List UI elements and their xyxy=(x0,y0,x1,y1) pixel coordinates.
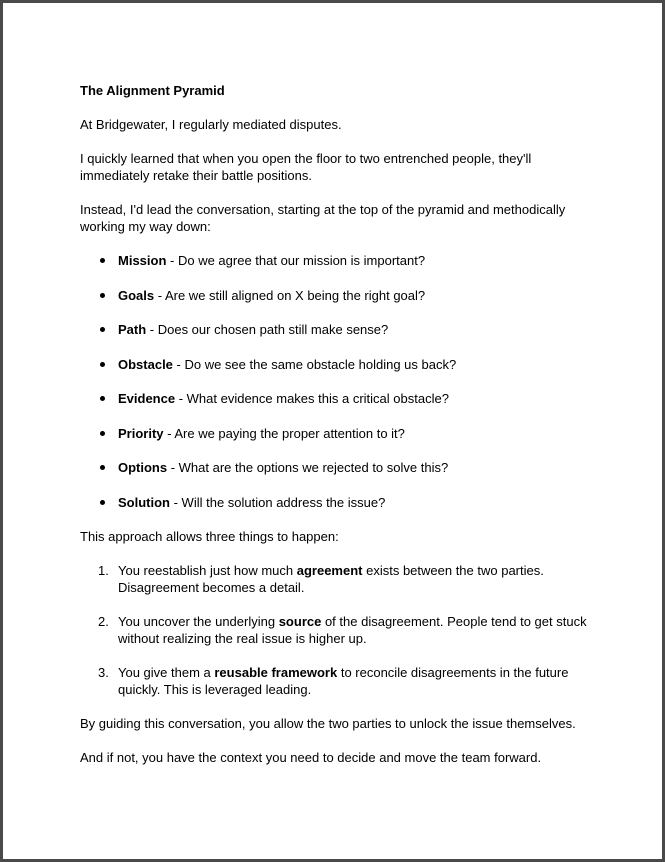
pyramid-item-obstacle xyxy=(80,356,600,373)
pyramid-description: - What evidence makes this a critical obstacle? xyxy=(175,391,449,406)
pyramid-item-options xyxy=(80,459,600,476)
pyramid-item-mission xyxy=(80,252,600,269)
bullet-icon xyxy=(100,396,105,401)
paragraph-lead-conversation: Instead, I'd lead the conversation, starting at the top of the pyramid and methodically working my way down: xyxy=(80,202,566,234)
pyramid-description: - Will the solution address the issue? xyxy=(170,494,386,510)
pyramid-description: - Do we agree that our mission is important? xyxy=(166,253,426,268)
bullet-icon xyxy=(100,327,105,332)
pyramid-term: Goals xyxy=(118,287,155,303)
intro-paragraph: At Bridgewater, I regularly mediated disputes. xyxy=(80,117,342,132)
outcome-item-agreement xyxy=(80,562,600,596)
bullet-icon xyxy=(100,431,105,436)
outcome-text: exists between the two parties. Disagreement becomes a detail. xyxy=(118,563,544,595)
outcome-text: You uncover the underlying xyxy=(118,614,279,629)
bullet-icon xyxy=(100,500,105,505)
outcome-keyword: agreement xyxy=(296,563,363,578)
pyramid-term: Solution xyxy=(118,494,170,510)
pyramid-description: - Are we still aligned on X being the right goal? xyxy=(154,287,426,303)
pyramid-term: Mission xyxy=(118,253,167,268)
pyramid-term: Obstacle xyxy=(118,356,173,372)
pyramid-term: Path xyxy=(118,322,147,337)
approach-intro: This approach allows three things to happen: xyxy=(80,529,339,544)
pyramid-description: - Are we paying the proper attention to it? xyxy=(163,425,405,441)
outcome-text: You give them a xyxy=(118,665,215,680)
pyramid-description: - Does our chosen path still make sense? xyxy=(146,322,389,337)
pyramid-description: - What are the options we rejected to solve this? xyxy=(167,460,449,475)
closing-paragraph-2: And if not, you have the context you need to decide and move the team forward. xyxy=(80,750,542,765)
outcome-text: of the disagreement. People tend to get stuck without realizing the real issue is higher up. xyxy=(118,614,587,646)
outcomes-list xyxy=(80,562,600,698)
bullet-icon xyxy=(100,293,105,298)
pyramid-list xyxy=(80,252,600,511)
list-number: 1. xyxy=(98,563,109,578)
outcome-keyword: reusable framework xyxy=(214,665,338,680)
paragraph-entrenched: I quickly learned that when you open the floor to two entrenched people, they'll immediately retake their battle positions. xyxy=(80,151,532,183)
bullet-icon xyxy=(100,258,105,263)
outcome-text: to reconcile disagreements in the future quickly. This is leveraged leading. xyxy=(118,665,569,697)
pyramid-item-evidence xyxy=(80,390,600,407)
closing-paragraph-1: By guiding this conversation, you allow the two parties to unlock the issue themselves. xyxy=(80,716,576,731)
outcome-item-framework xyxy=(80,664,600,698)
outcome-text: You reestablish just how much xyxy=(118,563,297,578)
list-number: 3. xyxy=(98,665,109,680)
pyramid-term: Options xyxy=(118,460,168,475)
pyramid-item-solution xyxy=(80,494,600,511)
list-number: 2. xyxy=(98,614,109,629)
outcome-item-source xyxy=(80,613,600,647)
document-title: The Alignment Pyramid xyxy=(80,83,225,98)
pyramid-item-goals xyxy=(80,287,600,304)
pyramid-item-priority xyxy=(80,425,600,442)
pyramid-item-path xyxy=(80,321,600,338)
pyramid-term: Priority xyxy=(118,425,164,441)
outcome-keyword: source xyxy=(278,614,322,629)
pyramid-description: - Do we see the same obstacle holding us back? xyxy=(172,356,457,372)
bullet-icon xyxy=(100,465,105,470)
pyramid-term: Evidence xyxy=(118,391,176,406)
bullet-icon xyxy=(100,362,105,367)
document-body xyxy=(80,82,600,783)
